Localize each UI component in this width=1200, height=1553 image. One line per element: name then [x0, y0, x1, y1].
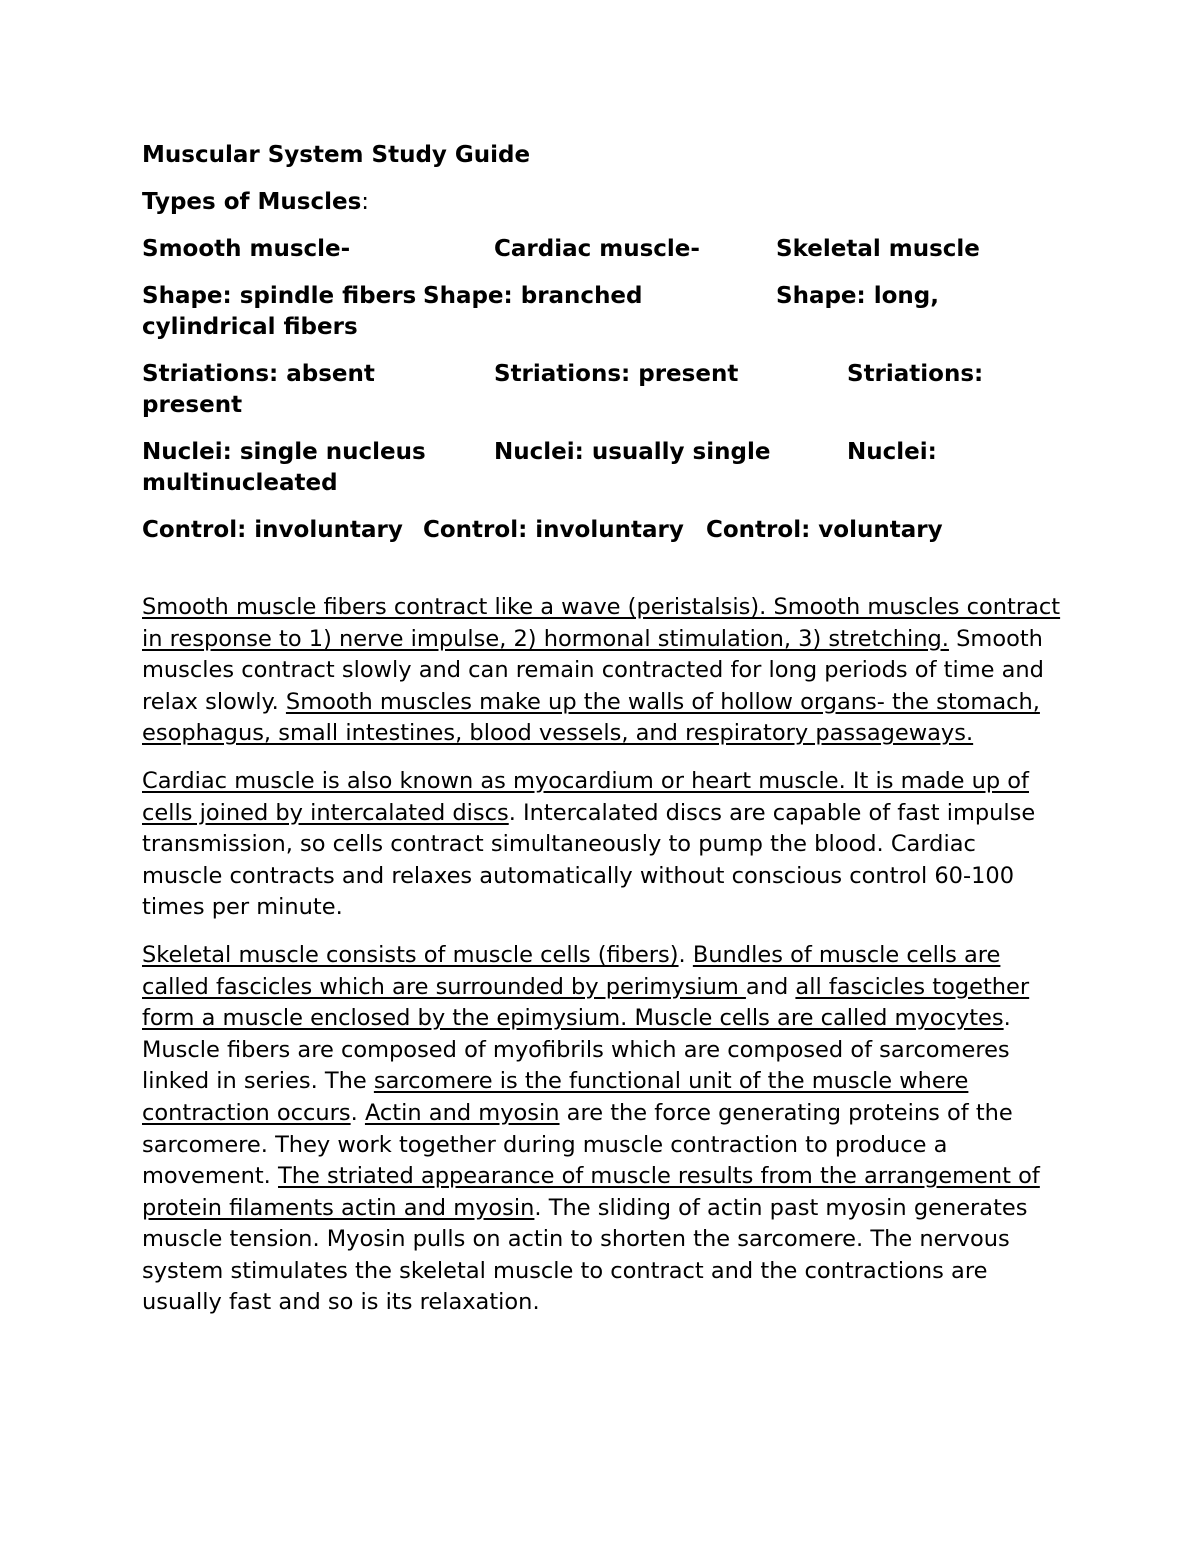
striations-row: [142, 359, 1062, 421]
smooth-muscle-paragraph: [142, 592, 1062, 750]
striations-skeletal-wrap: present: [142, 392, 243, 418]
control-row: [142, 515, 1062, 546]
types-of-muscles-heading: [142, 187, 1062, 218]
nuclei-skeletal-wrap: multinucleated: [142, 470, 338, 496]
shape-row: [142, 281, 1062, 343]
skeletal-paragraph-run: are the force generating proteins of the sarcomere. They work together during muscle contraction to produce a movement.: [142, 1099, 1013, 1190]
types-heading-text: Types of Muscles: [142, 189, 362, 215]
skeletal-paragraph-run: . Muscle fibers are composed of myofibrils which are composed of sarcomeres linked in series. The: [142, 1005, 1011, 1095]
shape-skeletal-wrap: cylindrical fibers: [142, 314, 358, 340]
skeletal-paragraph-run: Bundles of muscle cells are called fascicles which are surrounded by perimysium: [142, 941, 1001, 1000]
striations-skeletal: Striations:: [847, 361, 984, 387]
shape-row-line: [142, 281, 1062, 312]
smooth-paragraph-run: Smooth muscles contract slowly and can remain contracted for long periods of time and relax slowly.: [142, 625, 1044, 715]
skeletal-paragraph-run: . The sliding of actin past myosin generates muscle tension. Myosin pulls on actin to shorten the sarcomere. The nervous system stimulates the skeletal muscle to contract and the contractions are usually fast and so is its relaxation.: [142, 1194, 1028, 1316]
control-smooth: Control: involuntary: [142, 517, 403, 543]
skeletal-paragraph-run: all fascicles together form a muscle enclosed by the epimysium. Muscle cells are called myocytes: [142, 973, 1030, 1032]
skeletal-paragraph-run: .: [678, 941, 693, 968]
skeletal-muscle-header: Skeletal muscle: [776, 236, 980, 262]
striations-row-line: [142, 359, 1062, 390]
nuclei-skeletal: Nuclei:: [847, 439, 937, 465]
control-skeletal: Control: voluntary: [706, 517, 943, 543]
cardiac-muscle-paragraph: [142, 766, 1062, 924]
skeletal-muscle-paragraph: [142, 940, 1062, 1319]
skeletal-paragraph-run: The striated appearance of muscle results from the arrangement of protein filaments actin and myosin: [142, 1163, 1040, 1221]
striations-smooth: Striations: absent: [142, 361, 375, 387]
cardiac-paragraph-run: Cardiac muscle is also known as myocardium or heart muscle. It is made up of cells joined by intercalated discs: [142, 767, 1029, 826]
striations-cardiac: Striations: present: [494, 361, 739, 387]
nuclei-row-line: [142, 437, 1062, 468]
document-page: [142, 140, 1062, 1335]
nuclei-smooth: Nuclei: single nucleus: [142, 439, 426, 465]
cardiac-muscle-header: Cardiac muscle-: [494, 236, 700, 262]
smooth-muscle-header: Smooth muscle-: [142, 236, 351, 262]
shape-cardiac: Shape: branched: [423, 283, 643, 309]
section-gap: [142, 546, 1062, 592]
shape-smooth: Shape: spindle fibers: [142, 283, 417, 309]
skeletal-paragraph-run: sarcomere is the functional unit of the muscle where contraction occurs: [142, 1068, 969, 1126]
skeletal-paragraph-run: Actin and myosin: [364, 1099, 560, 1126]
skeletal-paragraph-run: Skeletal muscle consists of muscle cells (fibers): [142, 941, 679, 968]
control-cardiac: Control: involuntary: [423, 517, 684, 543]
muscle-type-headers: [142, 234, 1062, 265]
smooth-paragraph-run: Smooth muscles make up the walls of hollow organs- the stomach, esophagus, small intestines, blood vessels, and respiratory passageways.: [142, 688, 1040, 747]
document-title: Muscular System Study Guide: [142, 142, 531, 168]
nuclei-row: [142, 437, 1062, 499]
shape-skeletal: Shape: long,: [776, 283, 939, 309]
skeletal-paragraph-run: and: [745, 973, 796, 1000]
skeletal-paragraph-run: .: [350, 1099, 365, 1126]
types-heading-colon: :: [361, 189, 370, 215]
nuclei-cardiac: Nuclei: usually single: [494, 439, 771, 465]
cardiac-paragraph-run: . Intercalated discs are capable of fast impulse transmission, so cells contract simultaneously to pump the blood. Cardiac muscle contracts and relaxes automatically without conscious control 60-100 times per minute.: [142, 799, 1036, 921]
smooth-paragraph-run: Smooth muscle fibers contract like a wave (peristalsis). Smooth muscles contract in response to 1) nerve impulse, 2) hormonal stimulation, 3) stretching.: [142, 594, 1061, 652]
